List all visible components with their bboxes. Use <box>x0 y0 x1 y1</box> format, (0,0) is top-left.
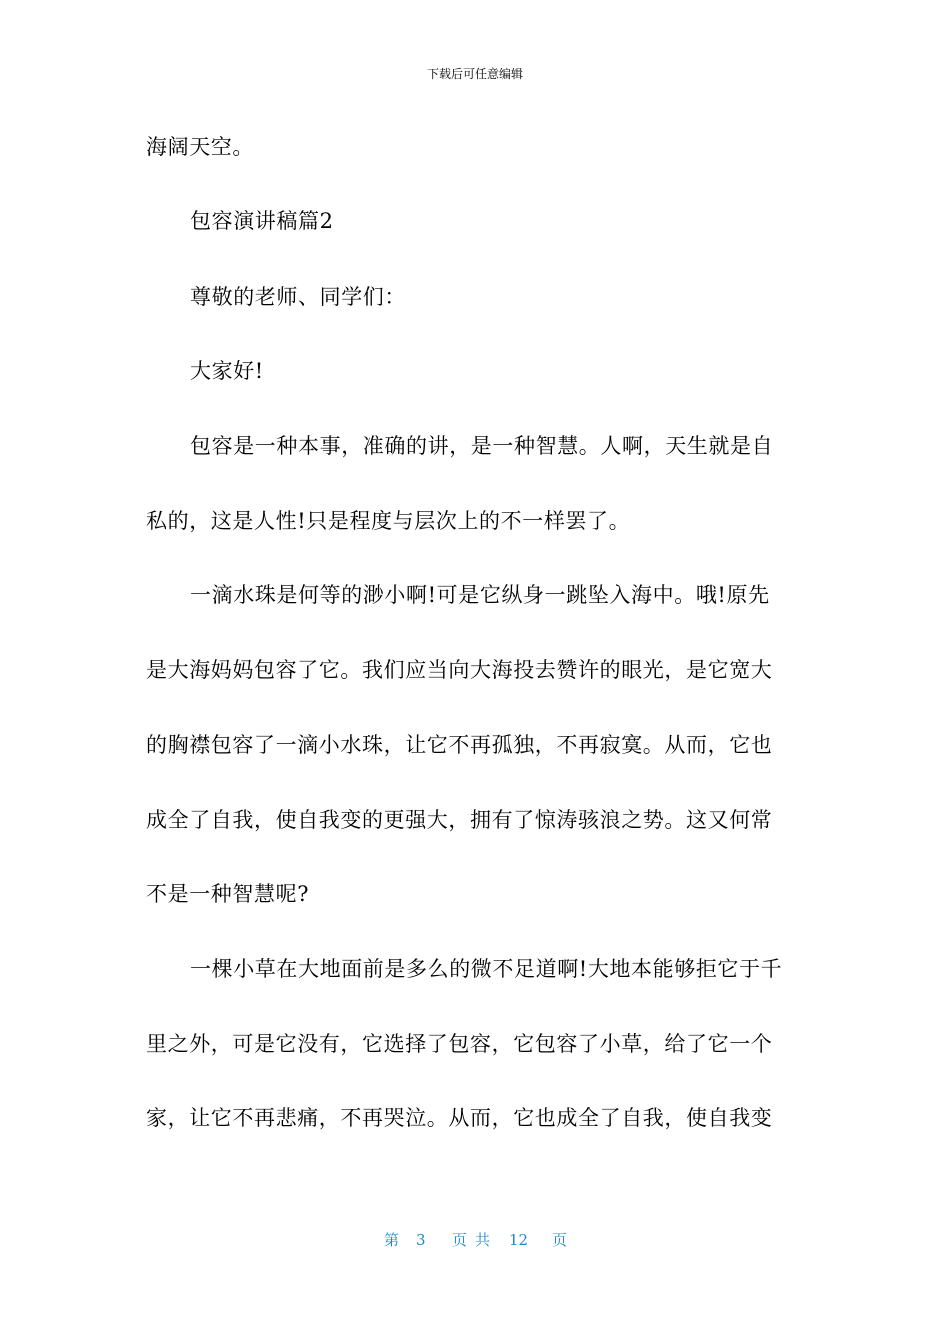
greeting: 大家好! <box>190 359 264 383</box>
page-label-prefix: 第 <box>384 1231 400 1249</box>
body-line: 不是一种智慧呢? <box>146 882 310 906</box>
body-line: 一棵小草在大地面前是多么的微不足道啊!大地本能够拒它于千 <box>190 957 783 981</box>
body-line: 里之外，可是它没有，它选择了包容，它包容了小草，给了它一个 <box>146 1032 773 1056</box>
body-line: 家，让它不再悲痛，不再哭泣。从而，它也成全了自我，使自我变 <box>146 1106 773 1130</box>
page-label-suffix: 页 <box>552 1231 568 1249</box>
body-line: 海阔天空。 <box>146 135 254 159</box>
page-number: 3 <box>416 1231 426 1249</box>
body-line: 成全了自我，使自我变的更强大，拥有了惊涛骇浪之势。这又何常 <box>146 808 773 832</box>
salutation: 尊敬的老师、同学们： <box>190 285 406 309</box>
body-line: 的胸襟包容了一滴小水珠，让它不再孤独，不再寂寞。从而，它也 <box>146 733 773 757</box>
body-line: 包容是一种本事，准确的讲，是一种智慧。人啊，天生就是自 <box>190 434 774 458</box>
page-label-mid: 页共 <box>452 1231 499 1249</box>
body-line: 私的，这是人性!只是程度与层次上的不一样罢了。 <box>146 509 631 533</box>
section-title: 包容演讲稿篇2 <box>190 209 334 233</box>
total-pages: 12 <box>509 1231 529 1249</box>
body-line: 是大海妈妈包容了它。我们应当向大海投去赞许的眼光，是它宽大 <box>146 658 773 682</box>
page-footer <box>0 1230 950 1250</box>
header-note: 下载后可任意编辑 <box>426 67 523 81</box>
body-line: 一滴水珠是何等的渺小啊!可是它纵身一跳坠入海中。哦!原先 <box>190 583 770 607</box>
